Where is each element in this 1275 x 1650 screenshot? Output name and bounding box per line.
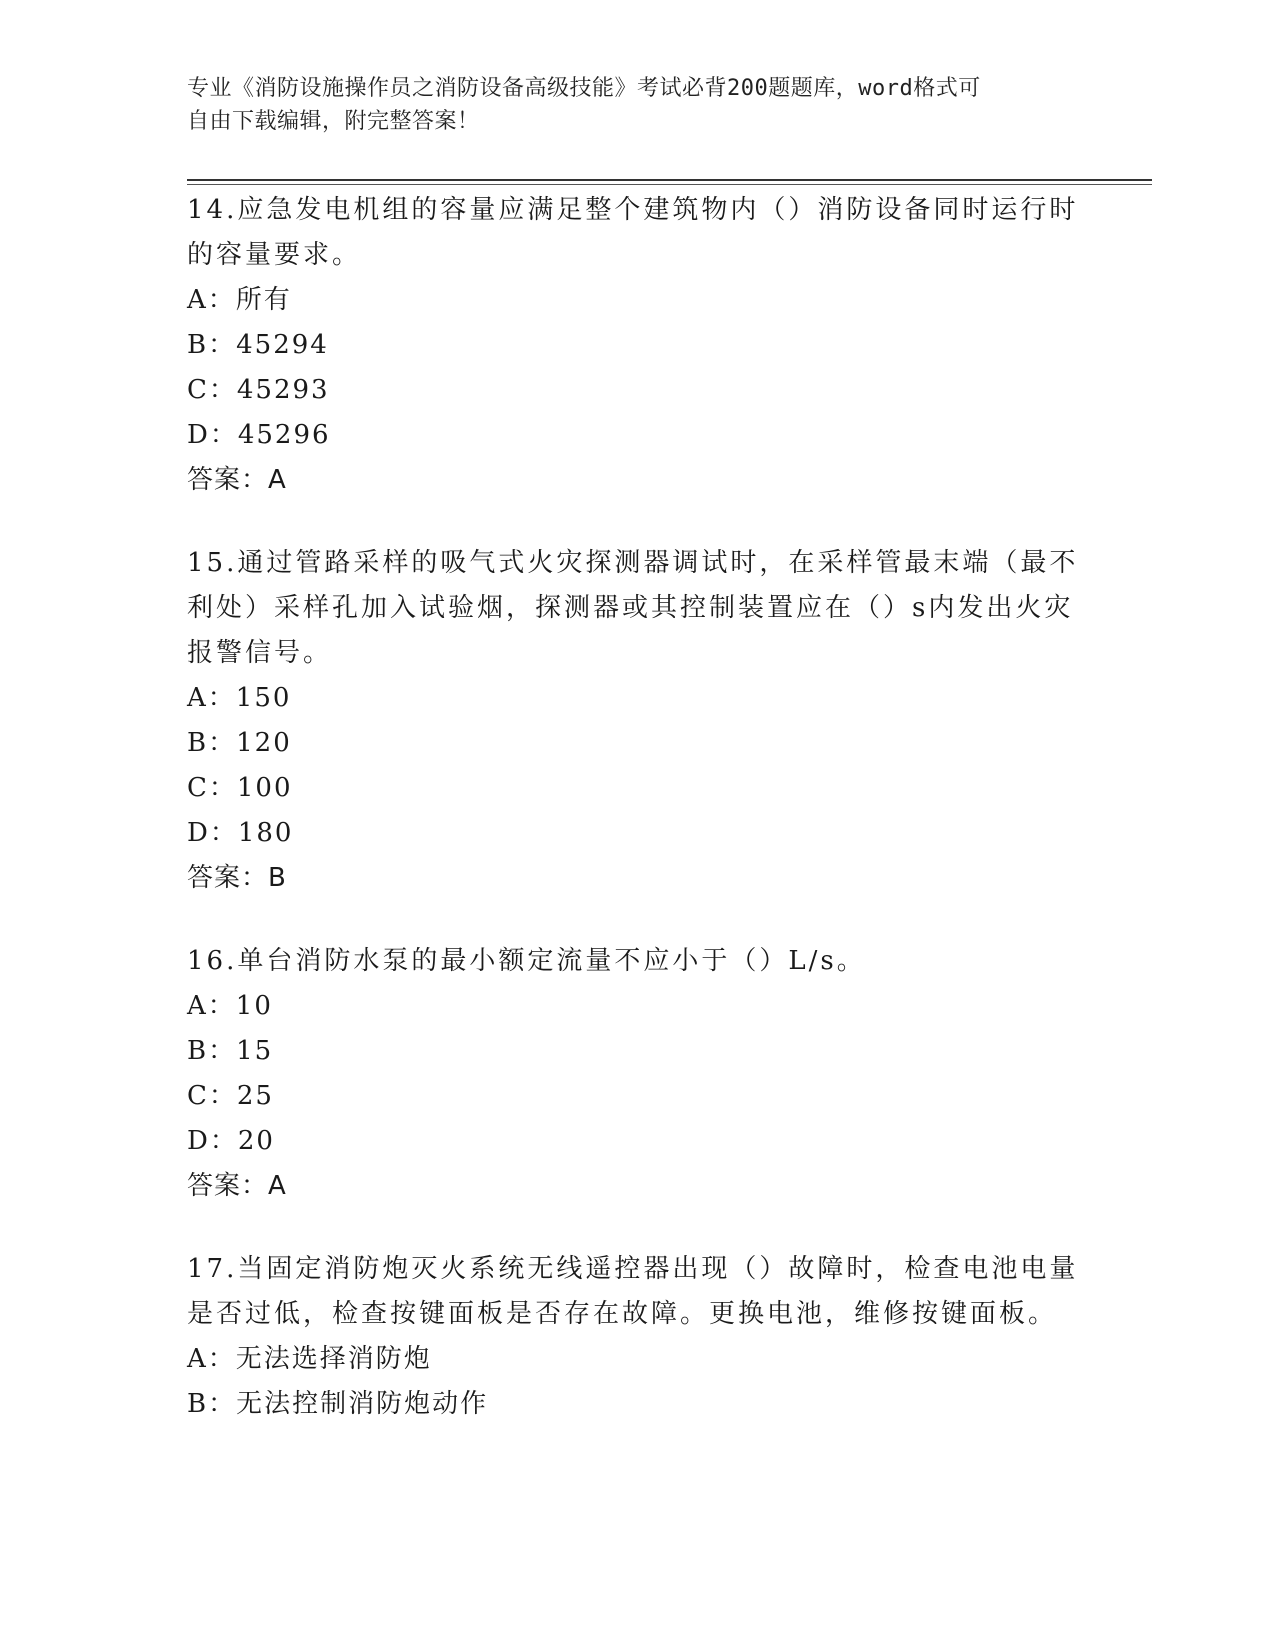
question-stem: 15.通过管路采样的吸气式火灾探测器调试时，在采样管最末端（最不利处）采样孔加入试验烟，探测器或其控制装置应在（）s内发出火灾报警信号。 bbox=[187, 548, 1079, 668]
option-a: A：无法选择消防炮 bbox=[187, 1344, 432, 1374]
question-14 bbox=[187, 188, 1087, 503]
question-stem: 16.单台消防水泵的最小额定流量不应小于（）L/s。 bbox=[187, 946, 866, 976]
question-stem: 14.应急发电机组的容量应满足整个建筑物内（）消防设备同时运行时的容量要求。 bbox=[187, 195, 1079, 270]
option-d: D：180 bbox=[187, 818, 294, 848]
option-b: B：无法控制消防炮动作 bbox=[187, 1389, 489, 1419]
option-c: C：45293 bbox=[187, 375, 330, 405]
question-stem: 17.当固定消防炮灭火系统无线遥控器出现（）故障时，检查电池电量是否过低，检查按键面板是否存在故障。更换电池，维修按键面板。 bbox=[187, 1254, 1079, 1329]
question-16 bbox=[187, 939, 1087, 1209]
header-divider-thin bbox=[187, 184, 1152, 185]
header-line-2: 自由下载编辑，附完整答案！ bbox=[187, 109, 480, 134]
header-divider-thick bbox=[187, 179, 1152, 181]
question-17 bbox=[187, 1247, 1087, 1427]
option-b: B：120 bbox=[187, 728, 292, 758]
answer-line: 答案：A bbox=[187, 465, 287, 495]
option-a: A：10 bbox=[187, 991, 273, 1021]
question-list bbox=[187, 188, 1087, 1465]
option-b: B：45294 bbox=[187, 330, 329, 360]
header-line-1: 专业《消防设施操作员之消防设备高级技能》考试必背200题题库，word格式可 bbox=[187, 76, 981, 101]
option-c: C：100 bbox=[187, 773, 293, 803]
document-header bbox=[187, 72, 1067, 138]
option-a: A：所有 bbox=[187, 285, 292, 315]
option-c: C：25 bbox=[187, 1081, 274, 1111]
answer-line: 答案：A bbox=[187, 1171, 287, 1201]
option-b: B：15 bbox=[187, 1036, 274, 1066]
option-d: D：45296 bbox=[187, 420, 331, 450]
option-d: D：20 bbox=[187, 1126, 275, 1156]
question-15 bbox=[187, 541, 1087, 901]
option-a: A：150 bbox=[187, 683, 292, 713]
answer-line: 答案：B bbox=[187, 863, 287, 893]
